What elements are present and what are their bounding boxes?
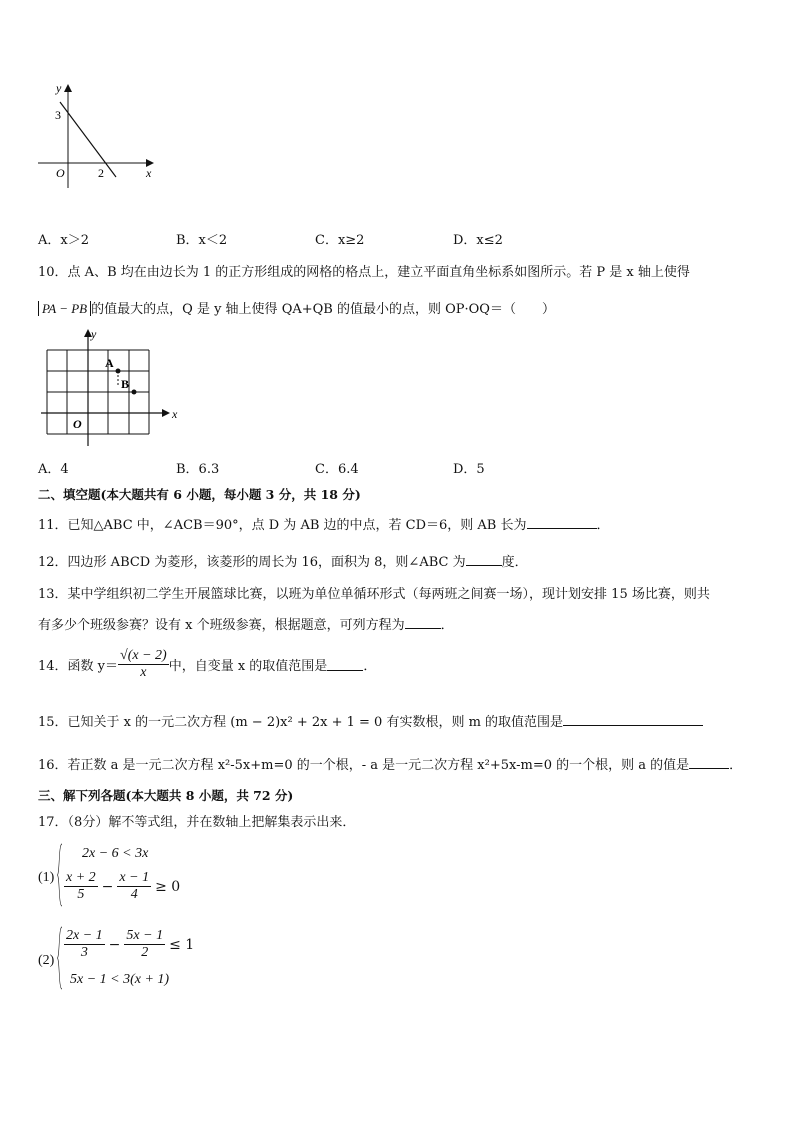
linear-function-graph [30,80,165,190]
q16-end: ． [729,758,743,773]
grid-origin-label: O [73,417,82,431]
section-2-heading: 二、填空题(本大题共有 6 小题，每小题 3 分，共 18 分) [38,487,361,502]
q14-blank [327,658,363,671]
q10-abs-expression: PA − PB [38,301,91,316]
grid-point-a-label: A [105,356,114,370]
q14-text: 14．函数 y＝ [38,659,119,674]
section-3-heading: 三、解下列各题(本大题共 8 小题，共 72 分) [38,788,294,803]
q11 [38,514,610,533]
q10-option-a: A．4 [38,462,69,477]
q10-option-c: C．6.4 [315,462,359,477]
q15-text: 15．已知关于 x 的一元二次方程 (m − 2)x² + 2x + 1 = 0 有实数根，则 m 的取值范围是 [38,715,564,730]
q11-text: 11．已知△ABC 中，∠ACB＝90°，点 D 为 AB 边的中点，若 CD＝6，则 AB 长为 [38,518,527,533]
q17-p1-minus: − [101,878,114,895]
q12-blank [466,553,502,566]
q10-line2-b: Q 是 y 轴上使得 QA+QB 的值最小的点，则 OP·OQ＝（ ） [182,302,555,317]
q17-p2-frac2 [124,928,165,961]
y-axis-arrow [64,84,72,92]
q17-p2-frac1 [64,928,105,961]
graph-x-intercept: 2 [98,166,104,180]
grid-point-b-label: B [121,377,130,391]
q17-p2-frac2-num: 5x − 1 [126,928,164,943]
q17-p2-frac2-den: 2 [141,945,149,960]
q13-text: 有多少个班级参赛？设有 x 个班级参赛，根据题意，可列方程为 [38,618,405,633]
graph-y-intercept: 3 [55,108,61,122]
q17-p1-frac2 [117,870,151,903]
q17-p1-rel: ≥ 0 [155,878,181,895]
q16-text: 16．若正数 a 是一元二次方程 x²-5x+m=0 的一个根，- a 是一元二次方程 x²+5x-m=0 的一个根，则 a 的值是 [38,758,690,773]
q17-stem: 17．（8分）解不等式组，并在数轴上把解集表示出来． [38,815,356,830]
q17-part2-label: (2) [38,953,55,968]
q17-part2-ineq2: 5x − 1 < 3(x + 1) [70,972,170,987]
q17-part1-label: (1) [38,870,55,885]
q12-end: 度． [501,555,528,570]
q17-p1-frac1 [64,870,98,903]
q13-end: ． [440,618,454,633]
q17-part2-ineq1 [64,928,194,961]
q12-text: 12．四边形 ABCD 为菱形，该菱形的周长为 16，面积为 8，则∠ABC 为 [38,555,466,570]
q9-option-c: C．x≥2 [315,233,365,248]
point-b [132,390,137,395]
q13-line2 [38,614,454,633]
q10-line1: 10．点 A、B 均在由边长为 1 的正方形组成的网格的格点上，建立平面直角坐标系如图所示。若 P 是 x 轴上使得 [38,265,690,280]
q11-blank [527,516,597,529]
q10-line2-a: 的值最大的点， [91,302,183,317]
q13-line1: 13．某中学组织初二学生开展篮球比赛，以班为单位单循环形式（每两班之间赛一场），现计划安排 15 场比赛，则共 [38,587,710,602]
q10-option-d: D．5 [453,462,485,477]
q17-p2-frac1-num: 2x − 1 [66,928,103,943]
q17-part1-ineq2 [64,870,180,903]
q12 [38,551,528,570]
q17-p2-minus: − [108,936,121,953]
q14-numerator: √(x − 2) [120,648,167,663]
graph-origin: O [56,166,65,180]
q17-p1-frac2-den: 4 [130,887,138,902]
q17-p1-frac1-den: 5 [77,887,85,902]
q14-end: ． [363,659,377,674]
q14-text2: 中，自变量 x 的取值范围是 [168,659,328,674]
q16 [38,754,742,773]
brace-icon [57,926,63,990]
q10-option-b: B．6.3 [176,462,220,477]
q17-part1-ineq1: 2x − 6 < 3x [82,846,149,861]
q15 [38,711,703,730]
q14 [38,648,376,681]
q9-option-d: D．x≤2 [453,233,503,248]
q9-option-b: B．x＜2 [176,233,228,248]
q9-option-a: A．x＞2 [38,233,89,248]
q17-p1-frac1-num: x + 2 [66,870,96,885]
brace-icon [57,843,63,907]
coordinate-grid-figure [36,324,186,450]
q17-part1-brace [57,843,63,911]
q17-p2-frac1-den: 3 [80,945,88,960]
q11-end: ． [596,518,610,533]
q17-p1-frac2-num: x − 1 [119,870,150,885]
grid-x-axis-arrow [162,409,170,417]
graph-y-label: y [56,81,62,95]
q13-blank [405,616,441,629]
q10-line2 [38,298,555,317]
q14-fraction [118,648,169,681]
q16-blank [689,756,729,769]
q15-blank [563,713,703,726]
q17-p2-rel: ≤ 1 [169,936,195,953]
q17-part2-brace [57,926,63,994]
q14-denominator: x [140,665,147,680]
grid-y-label: y [91,327,97,341]
graph-x-label: x [146,166,152,180]
grid-x-label: x [172,407,178,421]
